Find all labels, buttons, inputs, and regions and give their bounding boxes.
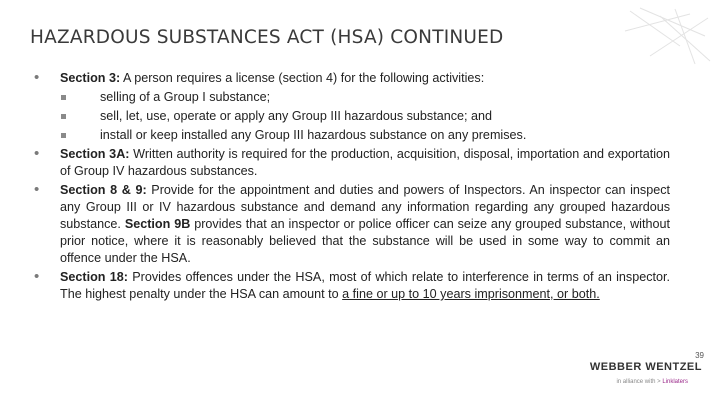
bullet-heading: Section 3: [60, 71, 121, 85]
logo-alliance-brand: Linklaters [662, 379, 688, 385]
bullet-text: Provide for the appointment and duties and powers of Inspectors. An inspector can inspect any Group III or IV hazardous substance and demand any information regarding any grouped hazardous substance. [60, 183, 670, 231]
sub-bullet [60, 127, 670, 144]
sub-bullet-text: sell, let, use, operate or apply any Group III hazardous substance; and [100, 109, 493, 123]
slide-content [34, 70, 670, 305]
bullet-heading: Section 18: [60, 270, 128, 284]
bullet-dot: • [34, 145, 40, 162]
square-bullet [61, 114, 66, 119]
sub-bullet-text: selling of a Group I substance; [100, 90, 271, 104]
bullet-heading: Section 8 & 9: [60, 183, 147, 197]
bullet-heading: Section 3A: [60, 147, 130, 161]
bullet-inline-heading: Section 9B [124, 217, 191, 231]
logo-alliance-prefix: in alliance with > [616, 379, 663, 385]
corner-decoration [620, 6, 712, 66]
webber-wentzel-logo [587, 351, 704, 395]
bullet-text: Written authority is required for the production, acquisition, disposal, importation and exportation of Group IV hazardous substances. [60, 147, 671, 178]
bullet-dot: • [34, 181, 40, 198]
bullet-section-18 [34, 269, 670, 303]
sub-bullet [60, 108, 670, 125]
penalty-underlined-text: a fine or up to 10 years imprisonment, or both. [342, 287, 600, 301]
bullet-text-continued: provides that an inspector or police officer can seize any grouped substance, without prior notice, where it is reasonably believed that the substance will be used in some way to commit an offence under the HSA. [60, 217, 670, 265]
bullet-dot: • [34, 69, 40, 86]
square-bullet [61, 133, 66, 138]
bullet-section-3 [34, 70, 670, 87]
logo-wordmark: WEBBER WENTZEL [589, 361, 702, 373]
square-bullet [61, 95, 66, 100]
slide-title: HAZARDOUS SUBSTANCES ACT (HSA) CONTINUED [30, 27, 504, 48]
bullet-text: A person requires a license (section 4) for the following activities: [120, 71, 485, 85]
bullet-dot: • [34, 268, 40, 285]
bullet-section-3a [34, 146, 670, 180]
page-number: 39 [695, 351, 704, 360]
logo-alliance-line [616, 379, 688, 385]
bullet-section-8-9 [34, 182, 670, 267]
sub-bullet-text: install or keep installed any Group III hazardous substance on any premises. [100, 128, 527, 142]
sub-bullet [60, 89, 670, 106]
bullet-text: Provides offences under the HSA, most of which relate to interference in terms of an inspector. The highest penalty under the HSA can amount to [60, 270, 670, 301]
